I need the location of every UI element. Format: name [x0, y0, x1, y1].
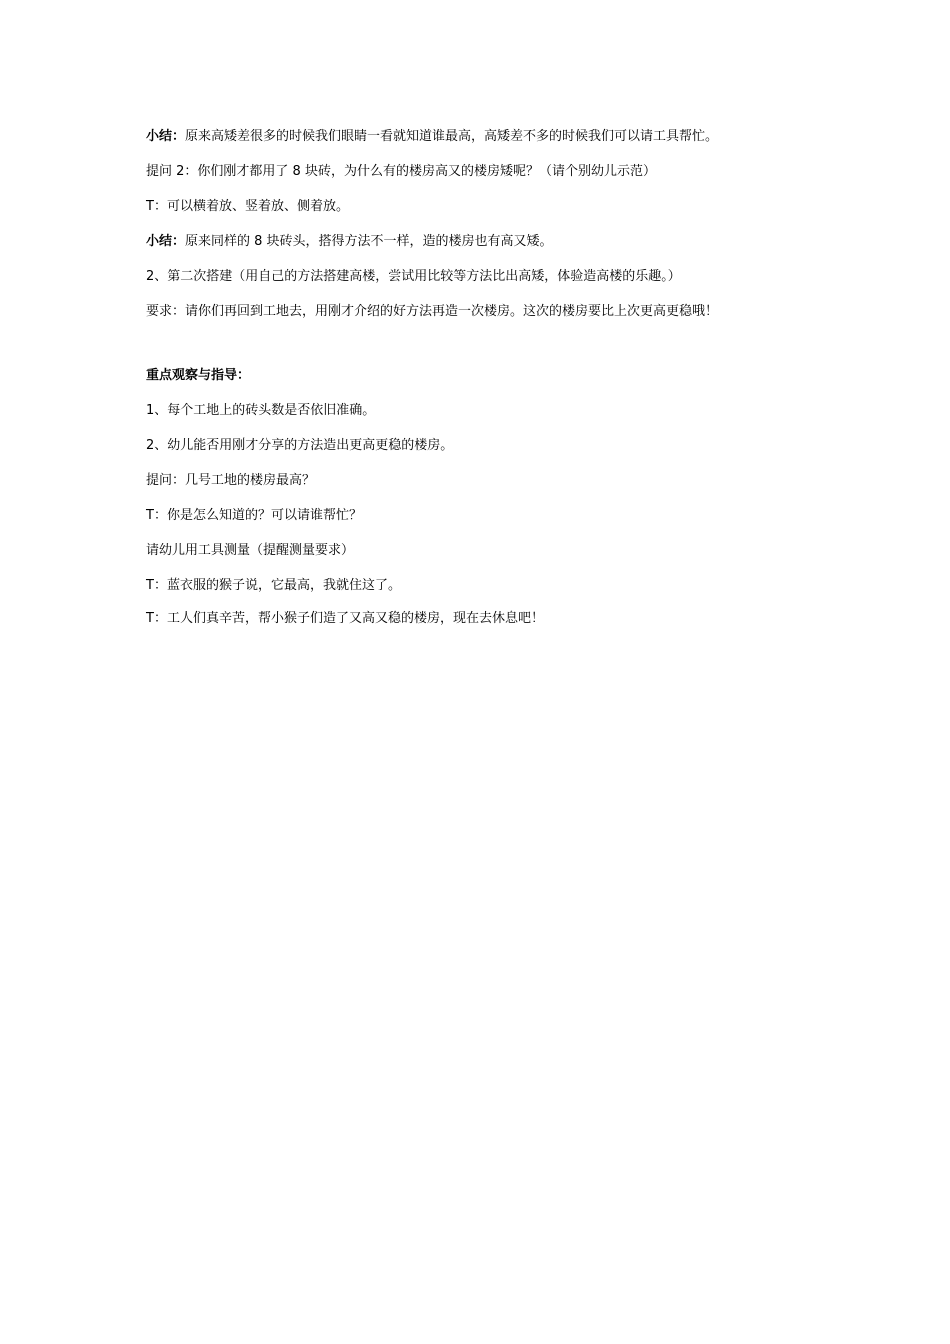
question-2-paragraph	[146, 163, 656, 181]
paragraph-text: 提问：几号工地的楼房最高？	[146, 473, 316, 488]
summary-paragraph-2	[146, 233, 553, 251]
teacher-answer-paragraph-1	[146, 198, 349, 216]
paragraph-text: 要求：请你们再回到工地去，用刚才介绍的好方法再造一次楼房。这次的楼房要比上次更高更稳哦！	[146, 304, 719, 319]
summary-label: 小结：	[146, 129, 186, 144]
paragraph-text: 1、每个工地上的砖头数是否依旧准确。	[146, 403, 376, 418]
paragraph-text: 2、幼儿能否用刚才分享的方法造出更高更稳的楼房。	[146, 438, 454, 453]
paragraph-text: 请幼儿用工具测量（提醒测量要求）	[146, 543, 355, 558]
measure-instruction-paragraph	[146, 542, 354, 560]
paragraph-text: 提问 2：你们刚才都用了 8 块砖，为什么有的楼房高又的楼房矮呢？（请个别幼儿示范）	[146, 164, 656, 179]
paragraph-text: 原来同样的 8 块砖头，搭得方法不一样，造的楼房也有高又矮。	[185, 234, 553, 249]
paragraph-text: T：蓝衣服的猴子说，它最高，我就住这了。	[146, 578, 401, 593]
paragraph-text: 2、第二次搭建（用自己的方法搭建高楼，尝试用比较等方法比出高矮，体验造高楼的乐趣。）	[146, 269, 681, 284]
requirement-paragraph	[146, 303, 718, 321]
observation-item-2	[146, 437, 453, 455]
closing-paragraph	[146, 610, 544, 628]
summary-label: 小结：	[146, 234, 186, 249]
question-paragraph	[146, 472, 315, 490]
teacher-question-paragraph	[146, 507, 362, 525]
observation-heading	[146, 367, 250, 385]
summary-paragraph-1	[146, 128, 718, 146]
teacher-answer-paragraph-2	[146, 577, 401, 595]
paragraph-text: T：你是怎么知道的？可以请谁帮忙？	[146, 508, 362, 523]
section-heading: 重点观察与指导：	[146, 368, 251, 383]
paragraph-text: 原来高矮差很多的时候我们眼睛一看就知道谁最高，高矮差不多的时候我们可以请工具帮忙。	[185, 129, 719, 144]
observation-item-1	[146, 402, 375, 420]
paragraph-text: T：工人们真辛苦，帮小猴子们造了又高又稳的楼房，现在去休息吧！	[146, 611, 544, 626]
second-build-heading	[146, 268, 681, 286]
paragraph-text: T：可以横着放、竖着放、侧着放。	[146, 199, 349, 214]
